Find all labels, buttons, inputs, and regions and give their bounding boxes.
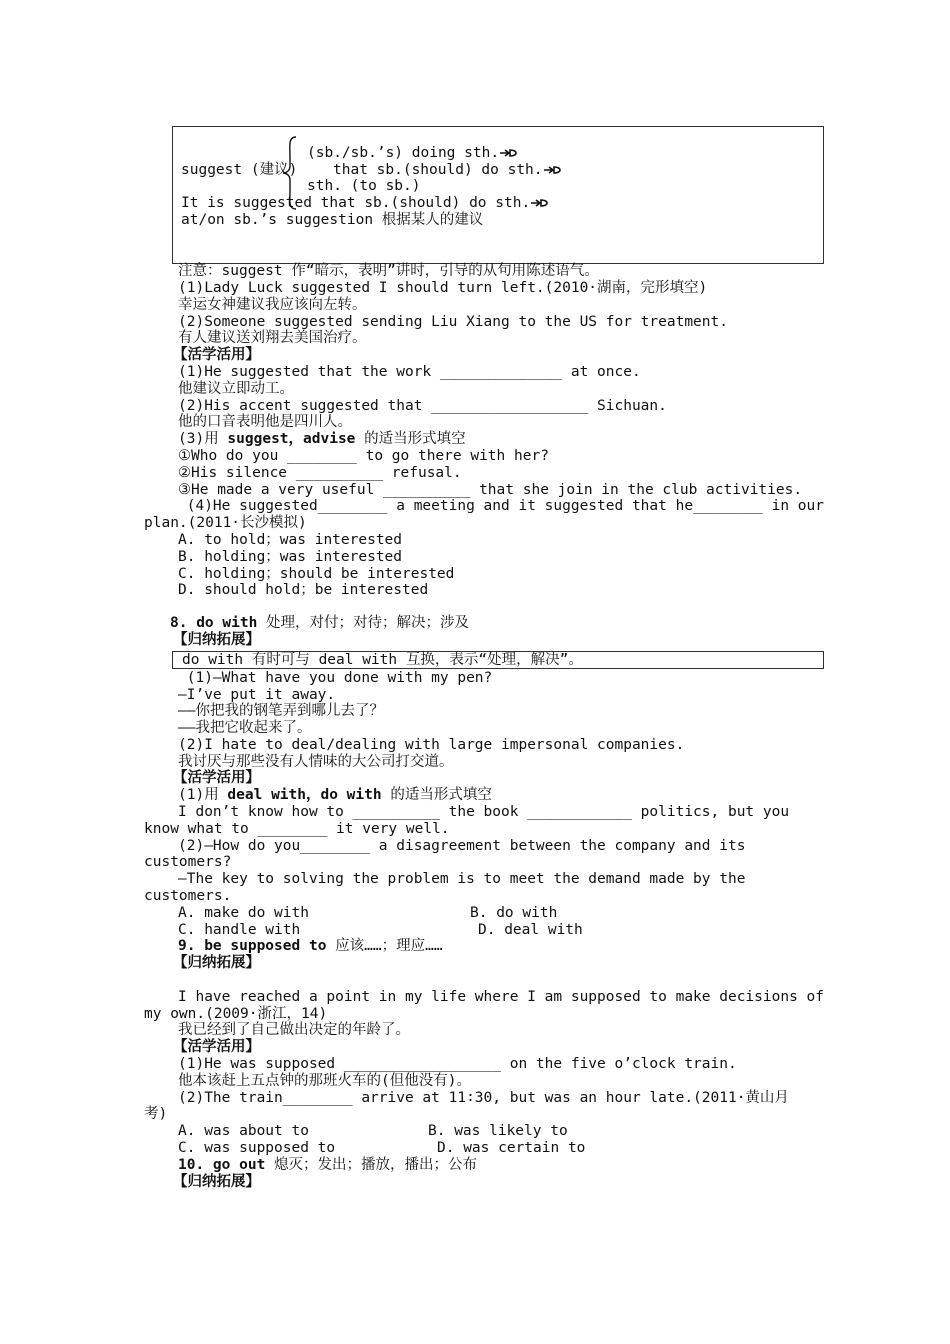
example-line: I have reached a point in my life where I am supposed to make decisions of [178, 989, 825, 1005]
pattern-sth: sth. (to sb.) [307, 178, 421, 194]
example-translation: 我已经到了自己做出决定的年龄了。 [178, 1022, 410, 1038]
hand-pointer-icon [543, 165, 561, 175]
suggestion-phrase: at/on sb.’s suggestion 根据某人的建议 [181, 212, 484, 228]
exercise-item: ②His silence __________ refusal. [178, 465, 462, 481]
exercise-line: (1)He suggested that the work ______________ at once. [178, 364, 641, 380]
exercise-question: (4)He suggested________ a meeting and it suggested that he________ in our [178, 498, 825, 514]
example-line: —I’ve put it away. [178, 687, 336, 703]
section-label-practice: 【活学活用】 [173, 1039, 260, 1055]
exercise-instruction: (3)用 suggest，advise 的适当形式填空 [178, 431, 466, 447]
option-d: D. should hold；be interested [178, 582, 429, 598]
option-b: B. was likely to [428, 1123, 568, 1139]
suggest-word: suggest (建议) [181, 162, 298, 178]
example-translation: 我讨厌与那些没有人情味的大公司打交道。 [178, 754, 454, 770]
exercise-question: plan.(2011·长沙模拟) [144, 515, 307, 531]
exercise-translation: 他本该赶上五点钟的那班火车的(但他没有)。 [178, 1073, 471, 1089]
exercise-item: ①Who do you ________ to go there with her? [178, 448, 549, 464]
exercise-line: (2)His accent suggested that __________________ Sichuan. [178, 398, 667, 414]
example-line: (1)—What have you done with my pen? [178, 670, 493, 686]
hand-pointer-icon [499, 148, 517, 158]
exercise-translation: 他的口音表明他是四川人。 [178, 414, 352, 430]
option-c: C. was supposed to [178, 1140, 336, 1156]
section-8-heading: 8. do with 处理，对付；对待；解决；涉及 [170, 615, 470, 631]
exercise-instruction: (1)用 deal with，do with 的适当形式填空 [178, 787, 492, 803]
section-label-practice: 【活学活用】 [173, 347, 260, 363]
exercise-line: know what to ________ it very well. [144, 821, 450, 837]
exercise-question: —The key to solving the problem is to meet the demand made by the [178, 871, 746, 887]
option-a: A. make do with [178, 905, 309, 921]
note-line: 注意：suggest 作“暗示，表明”讲时，引导的从句用陈述语气。 [178, 263, 599, 279]
it-is-suggested-line: It is suggested that sb.(should) do sth. [181, 195, 548, 212]
example-translation: ——我把它收起来了。 [178, 720, 312, 736]
hand-pointer-icon [530, 198, 548, 208]
exercise-translation: 他建议立即动工。 [178, 381, 294, 397]
exercise-line: I don’t know how to __________ the book ____________ politics, but you [178, 804, 790, 820]
example-line: my own.(2009·浙江，14) [144, 1006, 328, 1022]
option-c: C. holding；should be interested [178, 566, 455, 582]
option-a: A. was about to [178, 1123, 309, 1139]
exercise-line: (1)He was supposed __________________ on the five o’clock train. [178, 1056, 737, 1072]
option-b: B. do with [470, 905, 558, 921]
section-10-heading: 10. go out 熄灭；发出；播放，播出；公布 [178, 1157, 478, 1173]
example-translation: ——你把我的钢笔弄到哪儿去了？ [178, 703, 384, 719]
section-label-practice: 【活学活用】 [173, 770, 260, 786]
example-line: (2)I hate to deal/dealing with large impersonal companies. [178, 737, 685, 753]
option-d: D. was certain to [437, 1140, 586, 1156]
section-9-heading: 9. be supposed to 应该……；理应…… [178, 938, 443, 954]
option-b: B. holding；was interested [178, 549, 403, 565]
exercise-question: customers? [144, 854, 232, 870]
section-label-summary: 【归纳拓展】 [173, 632, 260, 648]
exercise-item: ③He made a very useful __________ that she join in the club activities. [178, 482, 803, 498]
pattern-that: that sb.(should) do sth. [333, 162, 561, 179]
section-label-summary: 【归纳拓展】 [173, 1174, 260, 1190]
option-c: C. handle with [178, 922, 301, 938]
option-d: D. deal with [478, 922, 583, 938]
do-with-note: do with 有时可与 deal with 互换，表示“处理，解决”。 [182, 652, 583, 668]
section-label-summary: 【归纳拓展】 [173, 955, 260, 971]
example-translation: 有人建议送刘翔去美国治疗。 [178, 330, 367, 346]
exercise-question: (2)The train________ arrive at 11∶30, but was an hour late.(2011·黄山月 [178, 1090, 789, 1106]
pattern-doing: (sb./sb.’s) doing sth. [307, 145, 517, 162]
exercise-question: customers. [144, 888, 232, 904]
exercise-question: 考) [144, 1106, 168, 1122]
example-line: (1)Lady Luck suggested I should turn left.(2010·湖南，完形填空) [178, 280, 708, 296]
example-line: (2)Someone suggested sending Liu Xiang to the US for treatment. [178, 314, 728, 330]
example-translation: 幸运女神建议我应该向左转。 [178, 297, 367, 313]
option-a: A. to hold；was interested [178, 532, 403, 548]
exercise-question: (2)—How do you________ a disagreement between the company and its [178, 838, 746, 854]
